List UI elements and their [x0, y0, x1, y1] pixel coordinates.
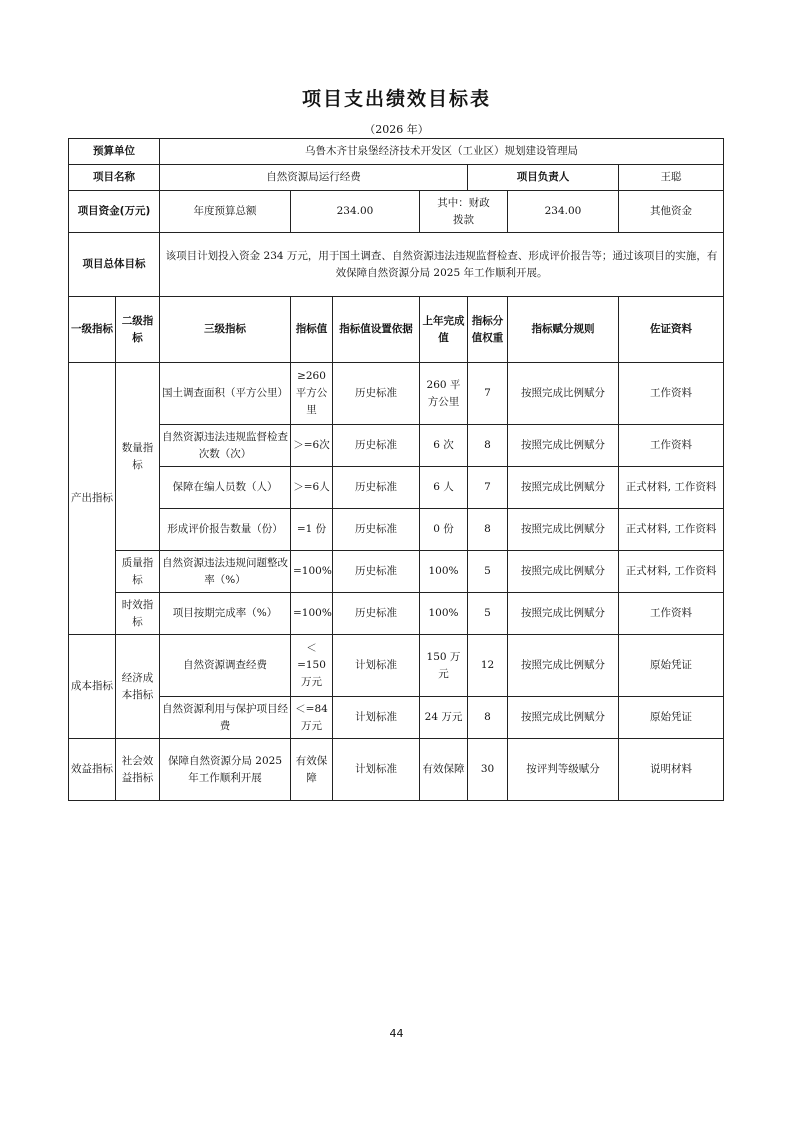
indicator-basis: 计划标准	[333, 739, 420, 801]
header-evidence: 佐证资料	[619, 297, 724, 363]
indicator-last-value: 6 人	[420, 467, 468, 509]
indicator-rule: 按照完成比例赋分	[508, 551, 619, 593]
project-name-value: 自然资源局运行经费	[160, 165, 468, 191]
group-output: 产出指标	[69, 363, 116, 635]
header-weight: 指标分值权重	[468, 297, 508, 363]
indicator-last-value: 100%	[420, 593, 468, 635]
header-rule: 指标赋分规则	[508, 297, 619, 363]
header-last-value: 上年完成值	[420, 297, 468, 363]
indicator-value: =100%	[291, 551, 333, 593]
indicator-evidence: 说明材料	[619, 739, 724, 801]
indicator-rule: 按照完成比例赋分	[508, 425, 619, 467]
header-basis: 指标值设置依据	[333, 297, 420, 363]
indicator-evidence: 正式材料, 工作资料	[619, 467, 724, 509]
fund-finance-label: 其中：财政拨款	[420, 191, 508, 233]
unit-row	[69, 139, 724, 165]
indicator-last-value: 24 万元	[420, 697, 468, 739]
project-name-row	[69, 165, 724, 191]
page-title: 项目支出绩效目标表	[301, 88, 491, 110]
indicator-rule: 按照完成比例赋分	[508, 363, 619, 425]
indicator-basis: 历史标准	[333, 551, 420, 593]
indicator-evidence: 工作资料	[619, 425, 724, 467]
indicator-weight: 5	[468, 593, 508, 635]
indicator-last-value: 260 平方公里	[420, 363, 468, 425]
indicator-last-value: 100%	[420, 551, 468, 593]
indicator-basis: 历史标准	[333, 425, 420, 467]
indicator-rule: 按评判等级赋分	[508, 739, 619, 801]
group-cost: 成本指标	[69, 635, 116, 739]
indicator-rule: 按照完成比例赋分	[508, 509, 619, 551]
indicator-value: ＜=84万元	[291, 697, 333, 739]
goal-label: 项目总体目标	[69, 233, 160, 297]
indicator-weight: 8	[468, 425, 508, 467]
fund-label: 项目资金(万元)	[69, 191, 160, 233]
indicator-basis: 历史标准	[333, 467, 420, 509]
indicator-value: =100%	[291, 593, 333, 635]
group-benefit: 效益指标	[69, 739, 116, 801]
indicator-weight: 8	[468, 509, 508, 551]
fund-other-label: 其他资金	[619, 191, 724, 233]
performance-table	[68, 138, 724, 801]
header-value: 指标值	[291, 297, 333, 363]
indicator-value: 有效保障	[291, 739, 333, 801]
subgroup-economic: 经济成本指标	[116, 635, 160, 739]
indicator-value: =1 份	[291, 509, 333, 551]
table-row	[69, 467, 724, 509]
indicator-basis: 历史标准	[333, 363, 420, 425]
indicator-weight: 8	[468, 697, 508, 739]
header-row	[69, 297, 724, 363]
indicator-name: 国土调查面积（平方公里）	[160, 363, 291, 425]
indicator-rule: 按照完成比例赋分	[508, 593, 619, 635]
indicator-evidence: 正式材料, 工作资料	[619, 551, 724, 593]
indicator-name: 自然资源利用与保护项目经费	[160, 697, 291, 739]
indicator-last-value: 150 万元	[420, 635, 468, 697]
unit-label: 预算单位	[69, 139, 160, 165]
header-level1: 一级指标	[69, 297, 116, 363]
indicator-weight: 7	[468, 363, 508, 425]
subgroup-timeliness: 时效指标	[116, 593, 160, 635]
indicator-weight: 5	[468, 551, 508, 593]
indicator-value: ＞=6人	[291, 467, 333, 509]
goal-row	[69, 233, 724, 297]
fund-finance-value: 234.00	[508, 191, 619, 233]
indicator-last-value: 6 次	[420, 425, 468, 467]
indicator-weight: 7	[468, 467, 508, 509]
indicator-rule: 按照完成比例赋分	[508, 467, 619, 509]
indicator-basis: 计划标准	[333, 697, 420, 739]
indicator-basis: 计划标准	[333, 635, 420, 697]
indicator-basis: 历史标准	[333, 509, 420, 551]
indicator-value: ≥260平方公里	[291, 363, 333, 425]
indicator-rule: 按照完成比例赋分	[508, 635, 619, 697]
table-row	[69, 425, 724, 467]
table-row	[69, 593, 724, 635]
unit-value: 乌鲁木齐甘泉堡经济技术开发区（工业区）规划建设管理局	[160, 139, 724, 165]
indicator-name: 保障自然资源分局 2025 年工作顺利开展	[160, 739, 291, 801]
indicator-weight: 12	[468, 635, 508, 697]
table-row	[69, 551, 724, 593]
table-row	[69, 739, 724, 801]
header-level3: 三级指标	[160, 297, 291, 363]
fund-total-value: 234.00	[291, 191, 420, 233]
year-label: （2026 年）	[364, 123, 429, 136]
table-row	[69, 509, 724, 551]
indicator-name: 自然资源违法违规问题整改率（%）	[160, 551, 291, 593]
indicator-name: 自然资源违法违规监督检查次数（次）	[160, 425, 291, 467]
indicator-last-value: 有效保障	[420, 739, 468, 801]
project-owner-label: 项目负责人	[468, 165, 619, 191]
project-owner-value: 王聪	[619, 165, 724, 191]
indicator-weight: 30	[468, 739, 508, 801]
indicator-name: 形成评价报告数量（份）	[160, 509, 291, 551]
subgroup-social: 社会效益指标	[116, 739, 160, 801]
fund-total-label: 年度预算总额	[160, 191, 291, 233]
subgroup-quantity: 数量指标	[116, 363, 160, 551]
indicator-evidence: 正式材料, 工作资料	[619, 509, 724, 551]
indicator-name: 保障在编人员数（人）	[160, 467, 291, 509]
table-row	[69, 635, 724, 697]
goal-text: 该项目计划投入资金 234 万元，用于国土调查、自然资源违法违规监督检查、形成评价报告等；通过该项目的实施，有效保障自然资源分局 2025 年工作顺利开展。	[160, 233, 724, 297]
table-row	[69, 363, 724, 425]
indicator-rule: 按照完成比例赋分	[508, 697, 619, 739]
indicator-evidence: 原始凭证	[619, 635, 724, 697]
fund-row	[69, 191, 724, 233]
project-name-label: 项目名称	[69, 165, 160, 191]
table-row	[69, 697, 724, 739]
indicator-evidence: 工作资料	[619, 363, 724, 425]
page-number: 44	[389, 1027, 404, 1040]
indicator-last-value: 0 份	[420, 509, 468, 551]
indicator-value: ＜=150万元	[291, 635, 333, 697]
indicator-name: 自然资源调查经费	[160, 635, 291, 697]
indicator-evidence: 工作资料	[619, 593, 724, 635]
indicator-basis: 历史标准	[333, 593, 420, 635]
subgroup-quality: 质量指标	[116, 551, 160, 593]
indicator-name: 项目按期完成率（%）	[160, 593, 291, 635]
indicator-value: ＞=6次	[291, 425, 333, 467]
indicator-evidence: 原始凭证	[619, 697, 724, 739]
header-level2: 二级指标	[116, 297, 160, 363]
